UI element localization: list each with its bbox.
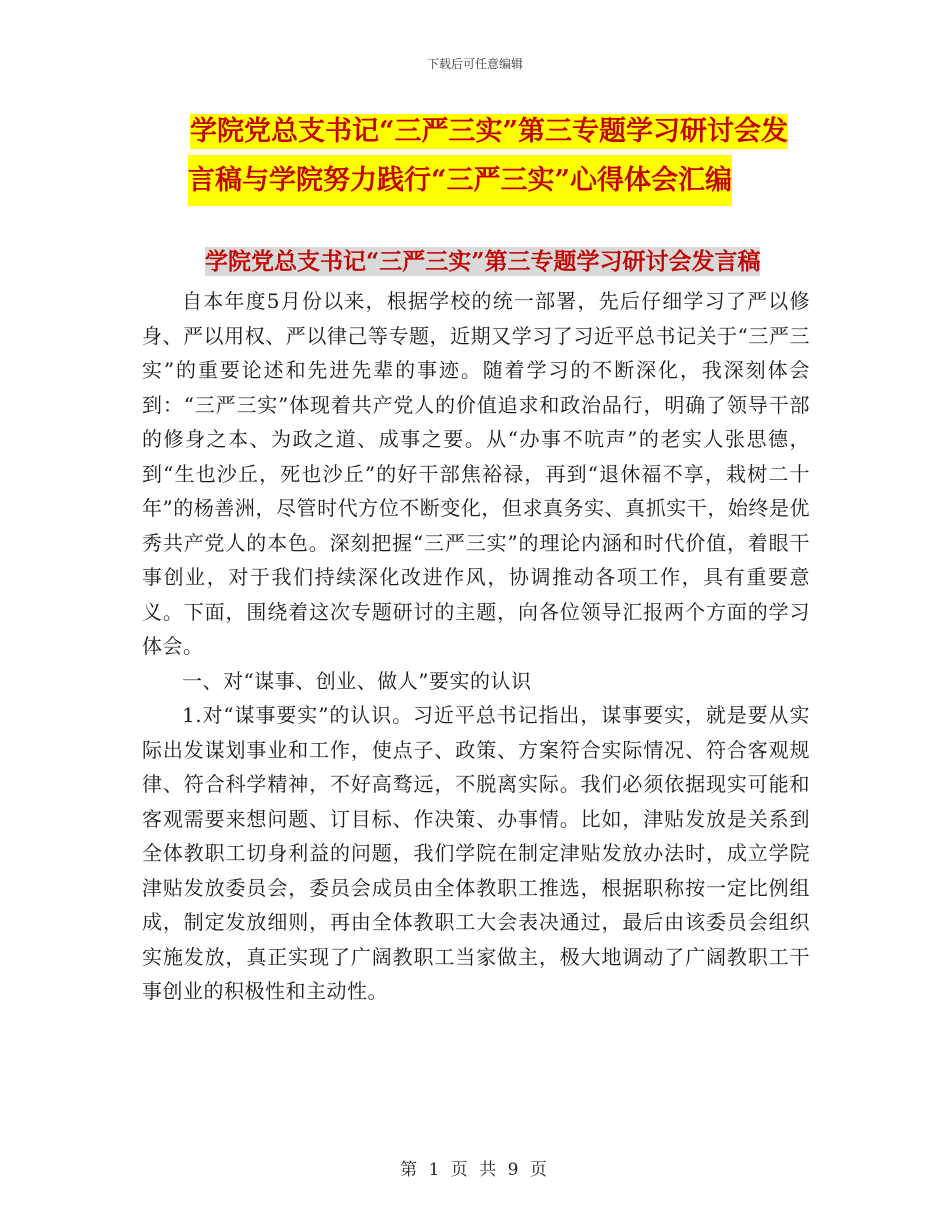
document-title-line2: 言稿与学院努力践行“三严三实”心得体会汇编 xyxy=(188,155,732,206)
section-title xyxy=(205,246,805,278)
body-paragraph: 1.对“谋事要实”的认识。习近平总书记指出，谋事要实，就是要从实际出发谋划事业和工作，使点子、政策、方案符合实际情况、符合客观规律、符合科学精神，不好高骛远，不脱离实际。我们必须依据现实可能和客观需要来想问题、订目标、作决策、办事情。比如，津贴发放是关系到全体教职工切身利益的问题，我们学院在制定津贴发放办法时，成立学院津贴发放委员会，委员会成员由全体教职工推选，根据职称按一定比例组成，制定发放细则，再由全体教职工大会表决通过，最后由该委员会组织实施发放，真正实现了广阔教职工当家做主，极大地调动了广阔教职工干事创业的积极性和主动性。 xyxy=(142,703,810,1003)
body-heading: 一、对“谋事、创业、做人”要实的认识 xyxy=(182,668,532,693)
section-title-text: 学院党总支书记“三严三实”第三专题学习研讨会发言稿 xyxy=(205,248,761,275)
body-paragraph: 自本年度5月份以来，根据学校的统一部署，先后仔细学习了严以修身、严以用权、严以律己等专题，近期又学习了习近平总书记关于“三严三实”的重要论述和先进先辈的事迹。随着学习的不断深化，我深刻体会到：“三严三实”体现着共产党人的价值追求和政治品行，明确了领导干部的修身之本、为政之道、成事之要。从“办事不吭声”的老实人张思德，到“生也沙丘，死也沙丘”的好干部焦裕禄，再到“退休福不享，栽树二十年”的杨善洲，尽管时代方位不断变化，但求真务实、真抓实干，始终是优秀共产党人的本色。深刻把握“三严三实”的理论内涵和时代价值，着眼干事创业，对于我们持续深化改进作风，协调推动各项工作，具有重要意义。下面，围绕着这次专题研讨的主题，向各位领导汇报两个方面的学习体会。 xyxy=(142,289,810,658)
document-title xyxy=(190,108,810,206)
document-title-line1: 学院党总支书记“三严三实”第三专题学习研讨会发 xyxy=(190,116,789,147)
document-body xyxy=(142,284,810,1009)
page-header-note: 下载后可任意编辑 xyxy=(426,57,523,71)
page-footer: 第 1 页 共 9 页 xyxy=(400,1160,550,1180)
